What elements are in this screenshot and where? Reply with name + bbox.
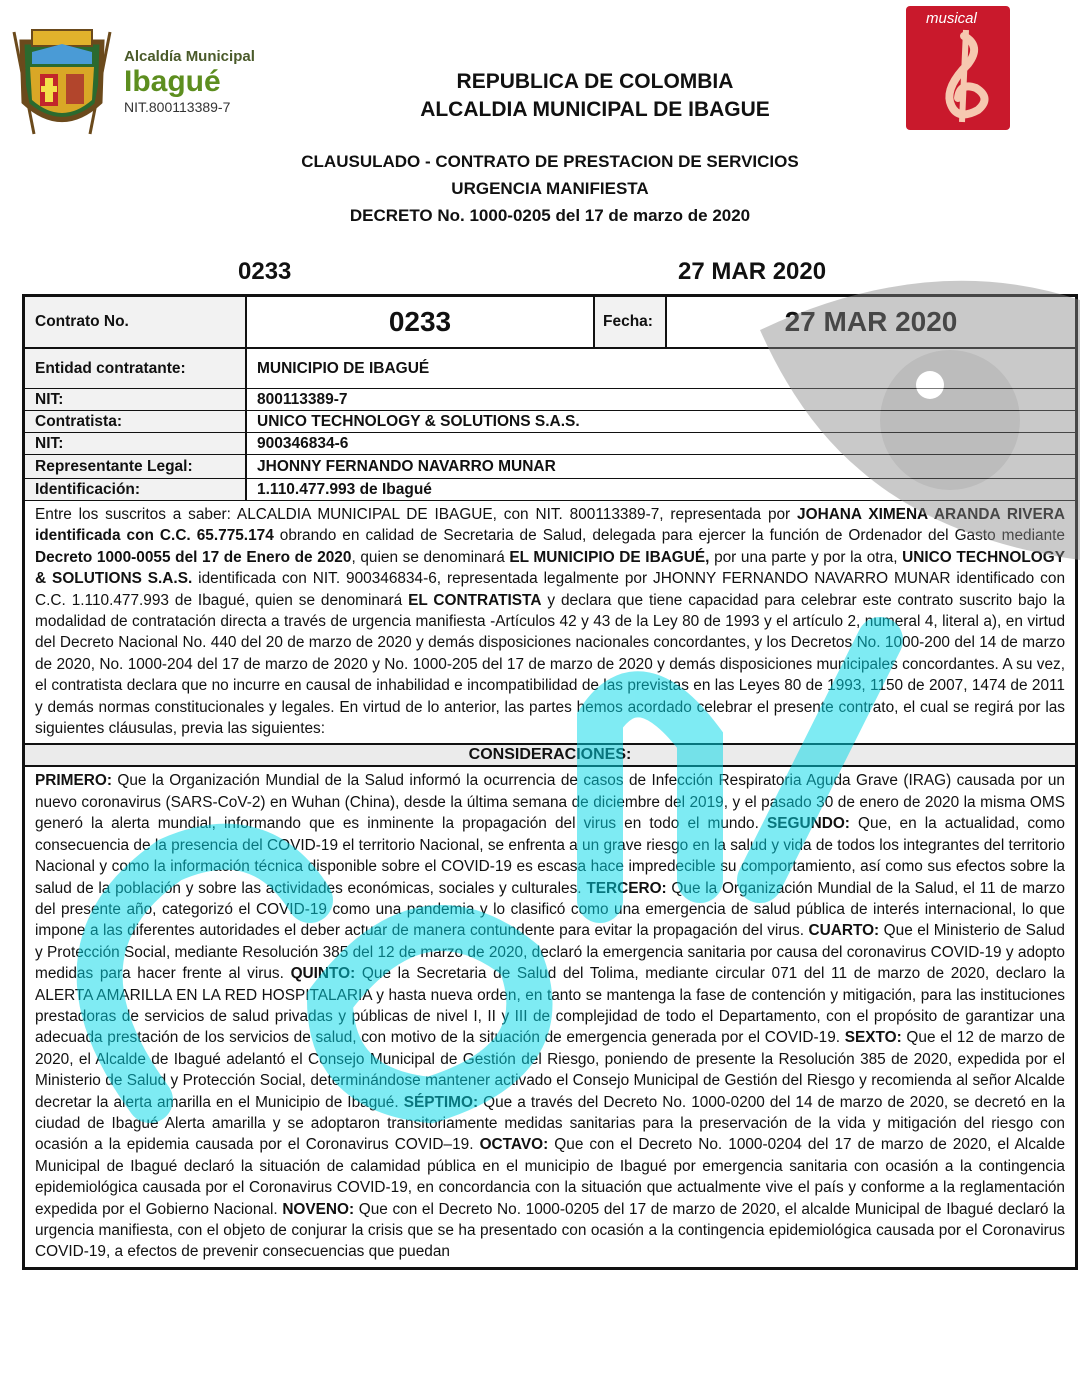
considerations-body [25,767,1075,1266]
contrato-label: Contrato No. [25,297,247,347]
clause-key: CUARTO: [808,922,880,940]
table-row [25,411,1075,433]
table-row [25,349,1075,389]
table-row [25,433,1075,455]
republic-line-1: REPUBLICA DE COLOMBIA [456,70,734,93]
row-label: Entidad contratante: [25,349,247,388]
row-value: 900346834-6 [257,434,349,452]
clause-text: Que a través del Decreto No. 1000-0200 del 14 de marzo de 2020, se decretó en la ciudad de Ibagué Alerta amarilla y se adoptaron transitoriamente medidas sanitarias para la preservación de la vida y mitigación del riesgo con ocasión a la epidemia causada por el Coronavirus COVID–19. [35,1093,1066,1154]
intro-text: por una parte y por la otra, [709,548,903,566]
clause-key: SEGUNDO: [766,815,850,833]
subtitle-line-2: URGENCIA MANIFIESTA [451,179,649,198]
row-label: Representante Legal: [25,455,247,478]
clause-text: Que el 12 de marzo de 2020, el Alcalde de Ibagué adelantó el Consejo Municipal de Gestión del Riesgo, poniendo de presente la Resolución 385 de 2020, expedida por el Ministerio de Salud y Protección Social, determinándose mantener activado el Consejo Municipal de Gestión del Riesgo y recomienda al señor Alcalde decretar la alerta amarilla en el Municipio de Ibagué. [35,1029,1065,1111]
contract-subtitle [200,148,900,229]
treble-clef-icon [906,6,1010,130]
clause-key: QUINTO: [290,965,356,983]
intro-bold: JOHANA XIMENA ARANDA RIVERA identificada con C.C. 65.775.174 [35,506,1065,545]
subtitle-line-1: CLAUSULADO - CONTRATO DE PRESTACION DE SERVICIOS [301,152,799,171]
row-label: NIT: [25,389,247,410]
logo-text: musical [926,10,977,27]
table-row [25,479,1075,501]
considerations-heading: CONSIDERACIONES: [25,745,1075,767]
intro-text: Entre los suscritos a saber: ALCALDIA MUNICIPAL DE IBAGUE, con NIT. 800113389-7, representada por [35,506,798,523]
intro-text: obrando en calidad de Secretaria de Salud, delegada para ejercer la función de Ordenador del Gasto mediante [273,527,1065,545]
intro-bold: Decreto 1000-0055 del 17 de Enero de 2020 [35,548,352,566]
row-value: MUNICIPIO DE IBAGUÉ [257,359,430,377]
row-value: 1.110.477.993 de Ibagué [257,480,432,498]
intro-bold: EL MUNICIPIO DE IBAGUÉ, [509,548,710,566]
stamp-date: 27 MAR 2020 [678,258,827,285]
intro-bold: UNICO TECHNOLOGY & SOLUTIONS S.A.S. [35,548,1065,588]
row-value: 800113389-7 [257,390,348,408]
fecha-label: Fecha: [595,297,667,347]
clause-text: Que, en la actualidad, como consecuencia de la presencia del COVID-19 el territorio Nacional, se enfrenta a un grave riesgo en la salud y vida de todos los integrantes del territorio Nacional y como la información técnica disponible sobre el COVID-19 es escasa hace impredecible su comportamiento, así como sus efectos sobre la salud de la población y sobre las actividades económicas, sociales y culturales. [35,815,1065,897]
stamp-number: 0233 [238,258,292,285]
clause-key: SEXTO: [844,1029,902,1047]
row-label: Identificación: [25,479,247,500]
republic-line-2: ALCALDIA MUNICIPAL DE IBAGUE [420,98,770,121]
clause-key: TERCERO: [586,879,667,897]
alcaldia-brand [124,48,294,115]
considerations-paragraph [35,770,1065,1262]
row-label: Contratista: [25,411,247,432]
clause-key: OCTAVO: [479,1136,549,1154]
subtitle-line-3: DECRETO No. 1000-0205 del 17 de marzo de 2020 [349,206,751,225]
row-value: UNICO TECHNOLOGY & SOLUTIONS S.A.S. [257,412,580,430]
coat-of-arms-icon [12,22,112,140]
clause-text: Que con el Decreto No. 1000-0205 del 17 de marzo de 2020, el alcalde Municipal de Ibagué declaró la urgencia manifiesta, con el objeto de conjurar la crisis que se ha presentado con ocasión a la contingencia epidemiológica causada por el Coronavirus COVID-19, a efectos de prevenir consecuencias que puedan [35,1200,1065,1261]
row-value: JHONNY FERNANDO NAVARRO MUNAR [257,457,556,475]
clause-key: SÉPTIMO: [403,1093,479,1111]
clause-text: Que la Organización Mundial de la Salud informó la ocurrencia de casos de Infección Respiratoria Aguda Grave (IRAG) causada por un nuevo coronavirus (SARS-CoV-2) en Wuhan (China), desde la última semana de diciembre del 2019, y el pasado 30 de enero de 2020 la misma OMS generó la alerta mundial, informando que es inminente la propagación del virus en todo el mundo. [35,772,1065,833]
contrato-number: 0233 [247,297,595,347]
clause-key: PRIMERO: [35,772,112,790]
clause-text: Que el Ministerio de Salud y Protección Social, mediante Resolución 385 del 12 de marzo de 2020, declaró la emergencia sanitaria por causa del coronavirus COVID-19 y adopto medidas para hacer frente al virus. [35,922,1065,983]
row-label: NIT: [25,433,247,454]
republic-title [340,68,850,124]
alcaldia-nit: NIT.800113389-7 [124,99,231,115]
contract-table [22,294,1078,1270]
city-name: Ibagué [124,65,221,98]
alcaldia-label: Alcaldía Municipal [124,48,255,65]
document-header [0,0,1080,250]
intro-text: , quien se denominará [351,548,510,566]
intro-text: y declara que tiene capacidad para celebrar este contrato suscrito bajo la modalidad de contratación directa a través de urgencia manifiesta -Artículos 42 y 43 de la Ley 80 de 1993 y el artículo 2, numeral 4, literal a), en virtud del Decreto Nacional No. 440 del 20 de marzo de 2020 y demás disposiciones nacionales concordantes, y los Decretos No. 1000-200 del 14 de marzo de 2020, No. 1000-204 del 17 de marzo de 2020 y No. 1000-205 del 17 de marzo de 2020 y demás disposiciones municipales concordantes. A su vez, el contratista declara que no incurre en causal de inhabilidad e incompatibilidad de las previstas en las Leyes 80 de 1993, 1150 de 2007, 1474 de 2011 y demás normas constitucionales y legales. En virtud de lo anterior, las partes hemos acordado celebrar el presente contrato, el cual se regirá por las siguientes cláusulas, previa las siguientes: [35,591,1065,738]
contract-header-row [25,297,1075,349]
intro-paragraph [35,504,1065,739]
table-row [25,389,1075,411]
clause-text: Que con el Decreto No. 1000-0204 del 17 de marzo de 2020, el Alcalde Municipal de Ibagué declaró la situación de calamidad pública en el municipio de Ibagué por emergencia sanitaria con ocasión a la contingencia epidemiológica causada por el Coronavirus COVID-19, en concordancia con la situación que actualmente vive el país y conforme a la reglamentación expedida por el Gobierno Nacional. [35,1136,1066,1218]
clause-text: Que la Secretaria de Salud del Tolima, mediante circular 071 del 11 de marzo de 2020, declaro la ALERTA AMARILLA EN LA RED HOSPITALARIA y hasta nueva orden, en tanto se mantenga la fase de contención y mitigación, para las instituciones prestadoras de servicios de salud privadas y públicas de nivel I, II y III de complejidad de todo el Departamento, con el propósito de garantizar una adecuada prestación de los servicios de salud, con motivo de la situación de emergencia generada por el COVID-19. [35,965,1065,1047]
fecha-value: 27 MAR 2020 [784,306,958,337]
clause-key: NOVENO: [282,1200,355,1218]
intro-bold: EL CONTRATISTA [408,591,542,609]
contract-intro [25,501,1075,745]
intro-text: identificada con NIT. 900346834-6, representada legalmente por JHONNY FERNANDO NAVARRO MUNAR identificado con C.C. 1.110.477.993 de Ibagué, quien se denominará [35,570,1065,609]
clause-text: Que la Organización Mundial de la Salud, el 11 de marzo del presente año, categorizó el COVID-19 como una pandemia y lo clasificó como una emergencia de salud pública de interés internacional, lo que impone a las diferentes autoridades el deber actuar de manera contundente para evitar la propagación del virus. [35,879,1065,940]
table-row [25,455,1075,479]
